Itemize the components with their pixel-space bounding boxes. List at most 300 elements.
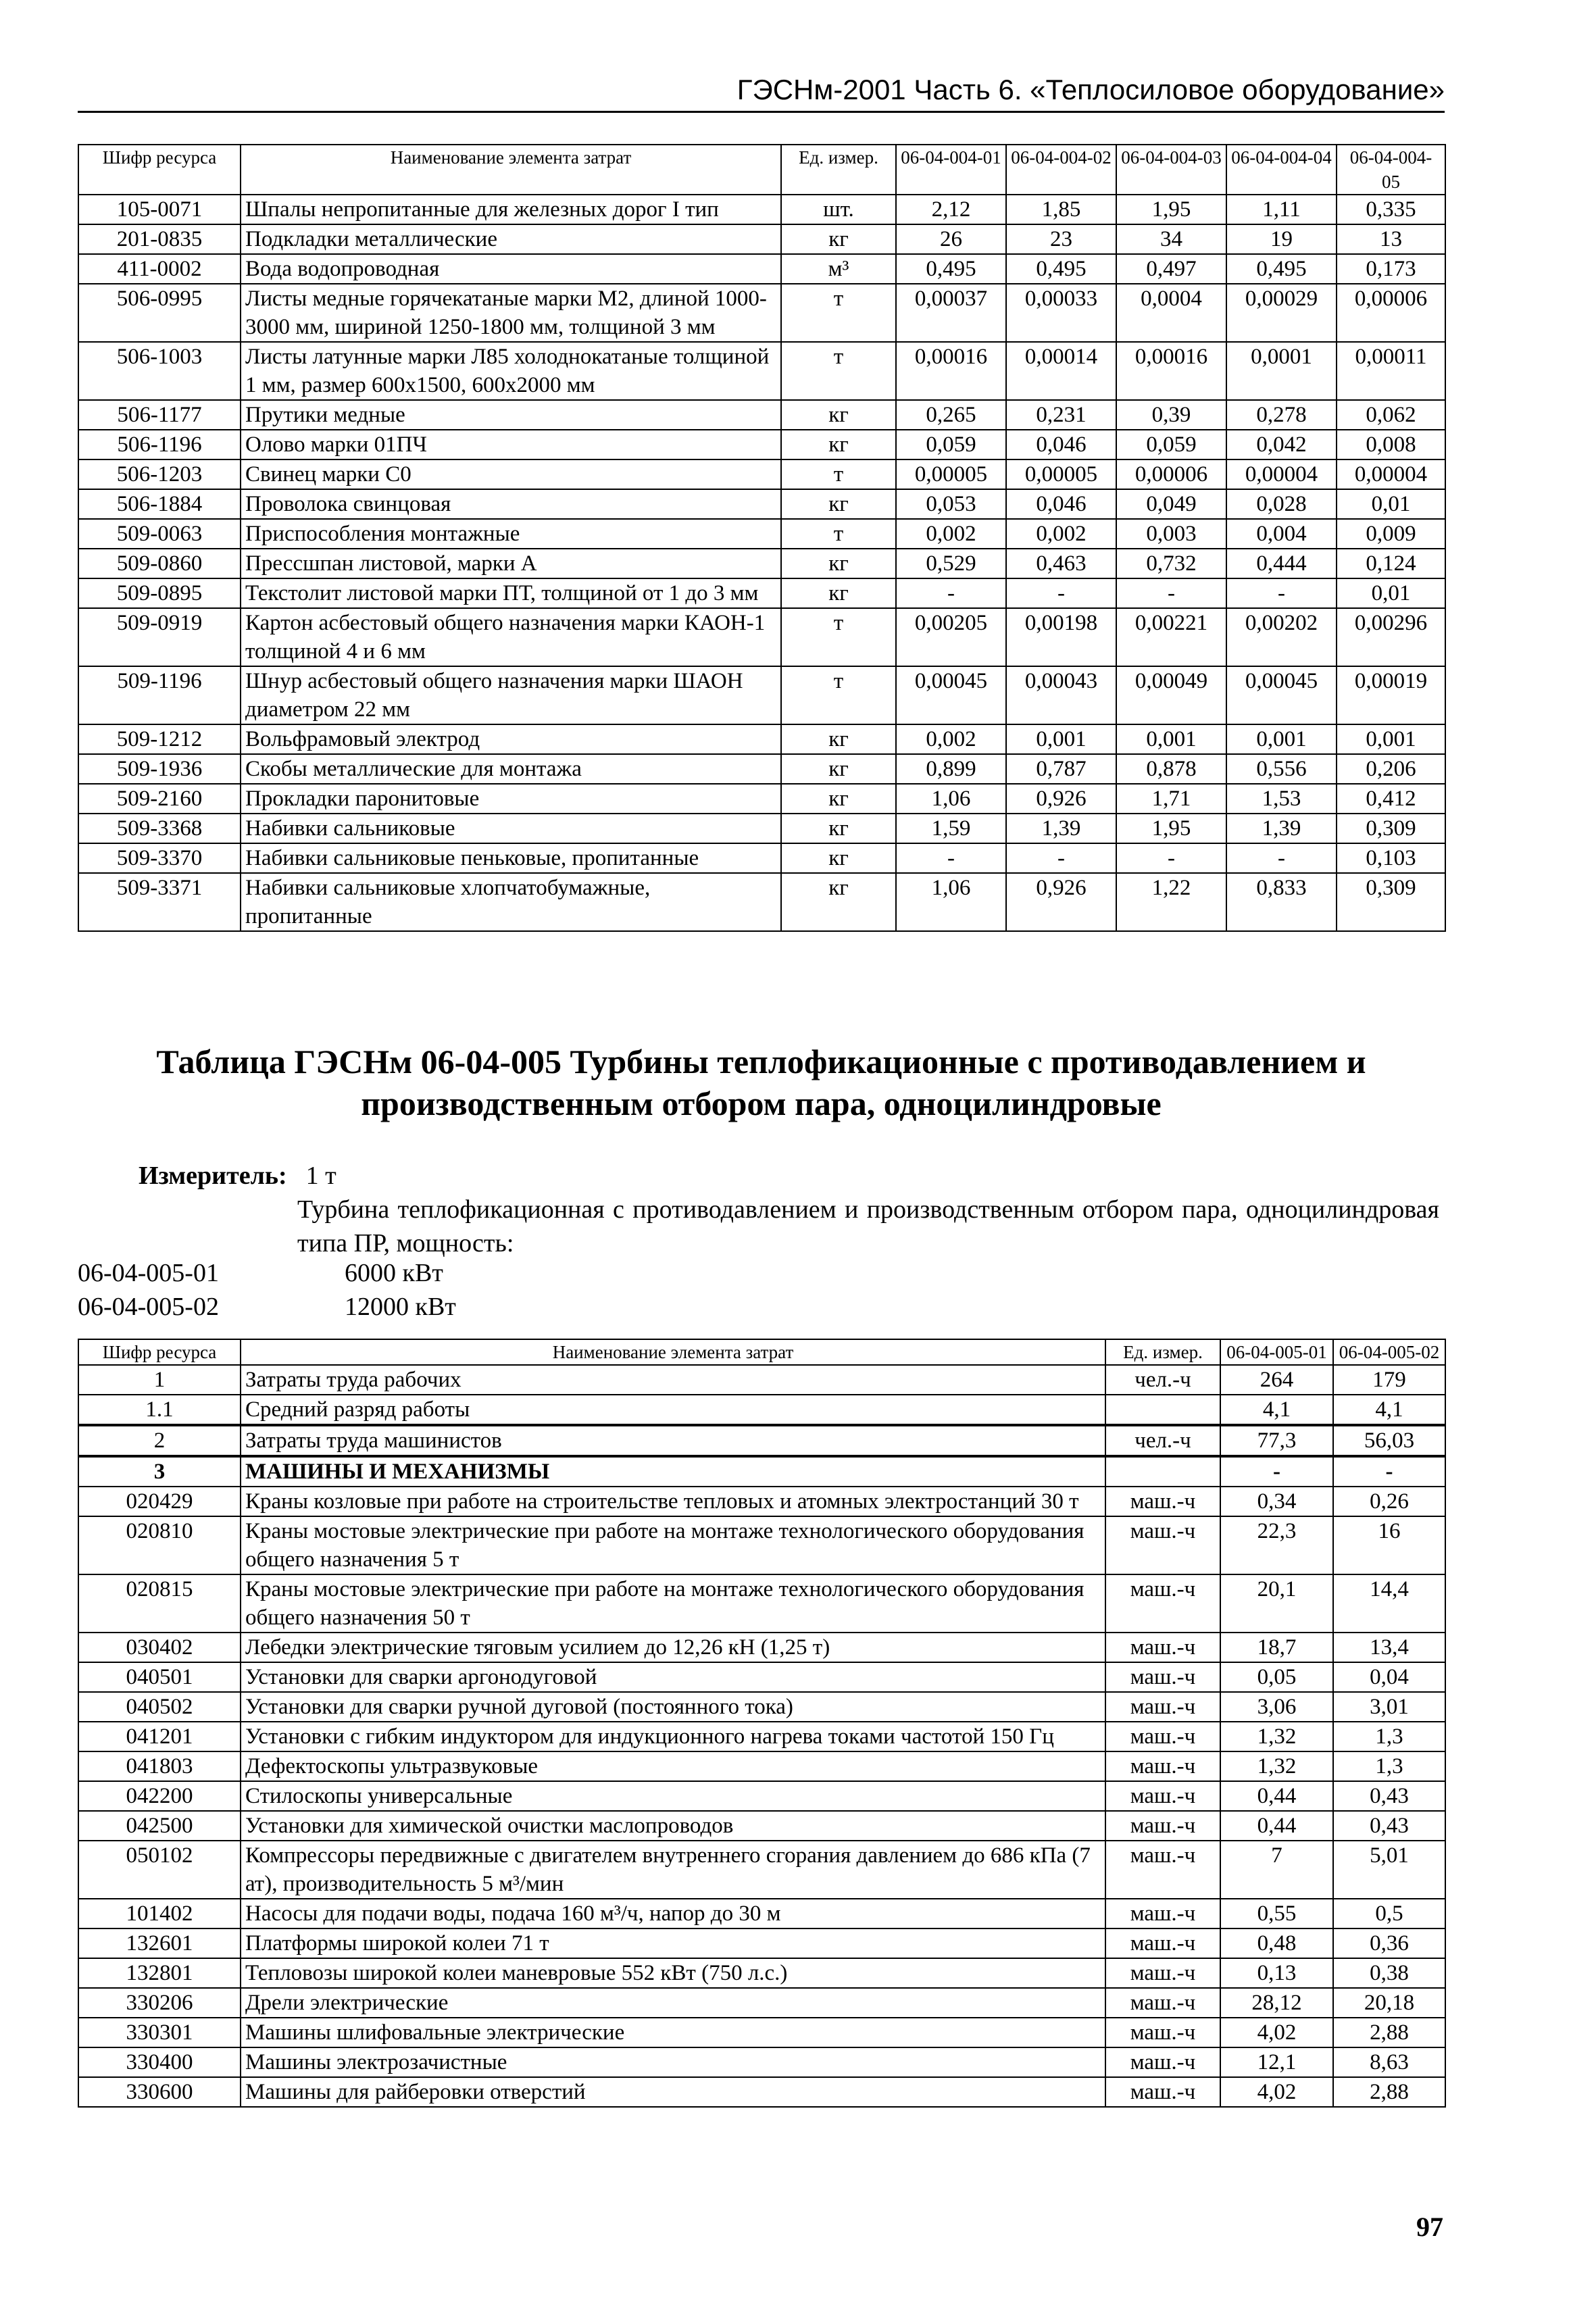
table-cell: 0,001	[1116, 724, 1226, 754]
table-cell: 0,00019	[1337, 666, 1445, 724]
table-cell: 0,059	[896, 430, 1006, 459]
measure-line	[139, 1161, 336, 1191]
table-cell: маш.-ч	[1105, 1811, 1220, 1841]
table-cell: 14,4	[1333, 1574, 1445, 1633]
table-cell: 26	[896, 224, 1006, 254]
table-row	[78, 1899, 1445, 1928]
table-cell: чел.-ч	[1105, 1365, 1220, 1395]
table-row	[78, 1574, 1445, 1633]
table-cell: -	[896, 843, 1006, 873]
table-cell: -	[1116, 843, 1226, 873]
table-cell: т	[781, 666, 896, 724]
table-cell: 0,001	[1337, 724, 1445, 754]
header-cell: 06-04-004-01	[896, 145, 1006, 195]
table-cell: кг	[781, 578, 896, 608]
table-cell: 13,4	[1333, 1633, 1445, 1662]
table-cell: 132601	[78, 1928, 241, 1958]
table-header-row	[78, 1339, 1445, 1365]
table-row	[78, 459, 1445, 489]
table-cell: 0,0004	[1116, 284, 1226, 342]
header-cell: Ед. измер.	[781, 145, 896, 195]
table-row	[78, 1781, 1445, 1811]
table-cell: 330301	[78, 2018, 241, 2047]
table-cell: 0,5	[1333, 1899, 1445, 1928]
table-cell: кг	[781, 724, 896, 754]
table-cell: 105-0071	[78, 195, 241, 224]
table-cell: 0,01	[1337, 578, 1445, 608]
table-cell: 16	[1333, 1516, 1445, 1574]
table-cell: Стилоскопы универсальные	[241, 1781, 1105, 1811]
table-row	[78, 1958, 1445, 1988]
table-cell: 0,028	[1226, 489, 1337, 519]
table-row	[78, 2047, 1445, 2077]
table-cell: 3	[78, 1456, 241, 1487]
table-cell: Установки для сварки аргонодуговой	[241, 1662, 1105, 1692]
table-cell: 0,001	[1006, 724, 1116, 754]
table-cell: -	[1226, 578, 1337, 608]
table-cell: 509-2160	[78, 784, 241, 814]
section-title: Таблица ГЭСНм 06-04-005 Турбины теплофикационные с противодавлением и производственным отбором пара, одноцилиндровые	[156, 1043, 1366, 1122]
resources-table-06-04-005	[78, 1339, 1446, 2108]
table-row	[78, 1662, 1445, 1692]
table-cell: МАШИНЫ И МЕХАНИЗМЫ	[241, 1456, 1105, 1487]
table-cell: 1,32	[1220, 1722, 1333, 1751]
header-cell: Наименование элемента затрат	[241, 1339, 1105, 1365]
table-cell: 1,39	[1226, 814, 1337, 843]
table-cell: 0,36	[1333, 1928, 1445, 1958]
table-cell: т	[781, 519, 896, 549]
table-cell: Приспособления монтажные	[241, 519, 781, 549]
table-cell: 0,13	[1220, 1958, 1333, 1988]
table-cell: -	[1116, 578, 1226, 608]
measure-label: Измеритель:	[139, 1162, 287, 1190]
table-cell: Прессшпан листовой, марки А	[241, 549, 781, 578]
table-cell: 0,00014	[1006, 342, 1116, 400]
table-cell: 7	[1220, 1841, 1333, 1899]
table-cell: 1.1	[78, 1395, 241, 1425]
table-cell: 330400	[78, 2047, 241, 2077]
table-row	[78, 519, 1445, 549]
table-cell: Шпалы непропитанные для железных дорог I тип	[241, 195, 781, 224]
table-cell: 0,00004	[1337, 459, 1445, 489]
header-cell: Шифр ресурса	[78, 1339, 241, 1365]
table-cell: маш.-ч	[1105, 1662, 1220, 1692]
table-cell: 19	[1226, 224, 1337, 254]
table-cell: т	[781, 459, 896, 489]
table-cell: 042200	[78, 1781, 241, 1811]
header-cell: Ед. измер.	[1105, 1339, 1220, 1365]
table-cell: 4,1	[1220, 1395, 1333, 1425]
table-cell: 20,18	[1333, 1988, 1445, 2018]
table-cell: Картон асбестовый общего назначения марки КАОН-1 толщиной 4 и 6 мм	[241, 608, 781, 666]
table-cell: маш.-ч	[1105, 1692, 1220, 1722]
table-row	[78, 549, 1445, 578]
table-cell: Листы медные горячекатаные марки М2, длиной 1000-3000 мм, шириной 1250-1800 мм, толщиной 3 мм	[241, 284, 781, 342]
table-cell: 34	[1116, 224, 1226, 254]
table-cell: 0,43	[1333, 1781, 1445, 1811]
table-cell: 1,85	[1006, 195, 1116, 224]
table-row	[78, 1988, 1445, 2018]
table-cell: маш.-ч	[1105, 1487, 1220, 1516]
table-cell: 0,00016	[1116, 342, 1226, 400]
table-header-row	[78, 145, 1445, 195]
table-row	[78, 666, 1445, 724]
table-cell: 0,0001	[1226, 342, 1337, 400]
table-cell: 0,231	[1006, 400, 1116, 430]
table-cell: 0,00011	[1337, 342, 1445, 400]
table-cell: 509-0919	[78, 608, 241, 666]
table-cell: 8,63	[1333, 2047, 1445, 2077]
table-cell: 0,495	[896, 254, 1006, 284]
table-cell: 506-0995	[78, 284, 241, 342]
table-cell: 1,59	[896, 814, 1006, 843]
table-cell: маш.-ч	[1105, 1958, 1220, 1988]
table-cell: Установки с гибким индуктором для индукционного нагрева токами частотой 150 Гц	[241, 1722, 1105, 1751]
table-cell: 0,042	[1226, 430, 1337, 459]
table-cell: 0,497	[1116, 254, 1226, 284]
table-cell: 0,009	[1337, 519, 1445, 549]
table-cell: 2,88	[1333, 2077, 1445, 2107]
table-cell: Скобы металлические для монтажа	[241, 754, 781, 784]
table-cell: 509-1196	[78, 666, 241, 724]
table-cell: 509-0860	[78, 549, 241, 578]
table-cell: 0,00006	[1337, 284, 1445, 342]
table-cell: Насосы для подачи воды, подача 160 м³/ч, напор до 30 м	[241, 1899, 1105, 1928]
table-cell: 0,00296	[1337, 608, 1445, 666]
table-cell: 509-1936	[78, 754, 241, 784]
table-cell: 042500	[78, 1811, 241, 1841]
header-cell: 06-04-005-02	[1333, 1339, 1445, 1365]
table-cell: Платформы широкой колеи 71 т	[241, 1928, 1105, 1958]
table-cell: 0,00198	[1006, 608, 1116, 666]
table-row	[78, 284, 1445, 342]
header-cell: 06-04-004-05	[1337, 145, 1445, 195]
table-cell: 0,173	[1337, 254, 1445, 284]
table-cell: 0,00005	[1006, 459, 1116, 489]
table-cell: кг	[781, 224, 896, 254]
table-row	[78, 784, 1445, 814]
table-cell: 0,00202	[1226, 608, 1337, 666]
table-cell: 506-1203	[78, 459, 241, 489]
table-cell: 0,002	[896, 519, 1006, 549]
table-cell: 1,53	[1226, 784, 1337, 814]
table-cell: 3,06	[1220, 1692, 1333, 1722]
table-cell: кг	[781, 843, 896, 873]
table-cell: маш.-ч	[1105, 1751, 1220, 1781]
table-cell: 0,878	[1116, 754, 1226, 784]
table-cell: 1,3	[1333, 1722, 1445, 1751]
table-cell: Текстолит листовой марки ПТ, толщиной от 1 до 3 мм	[241, 578, 781, 608]
table-cell: 020810	[78, 1516, 241, 1574]
table-cell: -	[896, 578, 1006, 608]
table-cell: 4,1	[1333, 1395, 1445, 1425]
code-1: 06-04-005-01	[78, 1259, 219, 1287]
table-cell: 0,05	[1220, 1662, 1333, 1692]
header-cell: 06-04-004-04	[1226, 145, 1337, 195]
table-row	[78, 1456, 1445, 1487]
table-cell: Установки для сварки ручной дуговой (постоянного тока)	[241, 1692, 1105, 1722]
table-cell: 0,265	[896, 400, 1006, 430]
table-cell: кг	[781, 784, 896, 814]
table-cell: маш.-ч	[1105, 1516, 1220, 1574]
table-cell: 23	[1006, 224, 1116, 254]
table-cell: 0,046	[1006, 430, 1116, 459]
table-cell: Шнур асбестовый общего назначения марки ШАОН диаметром 22 мм	[241, 666, 781, 724]
table-cell: Олово марки 01ПЧ	[241, 430, 781, 459]
table-cell: маш.-ч	[1105, 1781, 1220, 1811]
table-cell: 0,04	[1333, 1662, 1445, 1692]
table-cell: 0,926	[1006, 873, 1116, 931]
table-cell: 0,39	[1116, 400, 1226, 430]
table-cell: 3,01	[1333, 1692, 1445, 1722]
code-2: 06-04-005-02	[78, 1293, 219, 1321]
table-cell: Краны мостовые электрические при работе на монтаже технологического оборудования общего назначения 5 т	[241, 1516, 1105, 1574]
table-row	[78, 1365, 1445, 1395]
table-cell: маш.-ч	[1105, 1722, 1220, 1751]
table-cell: 506-1177	[78, 400, 241, 430]
table-row	[78, 224, 1445, 254]
table-row	[78, 342, 1445, 400]
table-cell: Листы латунные марки Л85 холоднокатаные толщиной 1 мм, размер 600х1500, 600х2000 мм	[241, 342, 781, 400]
table-cell: маш.-ч	[1105, 2077, 1220, 2107]
table-cell	[1105, 1395, 1220, 1425]
table-row	[78, 1692, 1445, 1722]
table-cell: 0,309	[1337, 814, 1445, 843]
table-cell: 18,7	[1220, 1633, 1333, 1662]
header-cell: 06-04-005-01	[1220, 1339, 1333, 1365]
table-cell: 1,32	[1220, 1751, 1333, 1781]
description: Турбина теплофикационная с противодавлением и производственным отбором пара, одноцилиндровая типа ПР, мощность:	[297, 1195, 1439, 1258]
table-cell: 506-1884	[78, 489, 241, 519]
table-cell: 101402	[78, 1899, 241, 1928]
table-cell: 179	[1333, 1365, 1445, 1395]
table-cell: 0,001	[1226, 724, 1337, 754]
table-cell: 0,124	[1337, 549, 1445, 578]
table-cell: 264	[1220, 1365, 1333, 1395]
table-cell: Тепловозы широкой колеи маневровые 552 кВт (750 л.с.)	[241, 1958, 1105, 1988]
code-1-value: 6000 кВт	[345, 1259, 443, 1287]
table-cell: 1,95	[1116, 195, 1226, 224]
table-cell: 0,003	[1116, 519, 1226, 549]
table-cell: 0,463	[1006, 549, 1116, 578]
table-cell: Установки для химической очистки маслопроводов	[241, 1811, 1105, 1841]
table-cell: 0,833	[1226, 873, 1337, 931]
table-cell: 0,00045	[1226, 666, 1337, 724]
table-row	[78, 873, 1445, 931]
table-row	[78, 2018, 1445, 2047]
table-cell: т	[781, 342, 896, 400]
table-cell: 0,55	[1220, 1899, 1333, 1928]
table-cell: 1,06	[896, 873, 1006, 931]
table-row	[78, 430, 1445, 459]
table-cell: 4,02	[1220, 2018, 1333, 2047]
table-cell: 0,495	[1226, 254, 1337, 284]
table-cell: 506-1196	[78, 430, 241, 459]
table-cell: 0,926	[1006, 784, 1116, 814]
table-row	[78, 195, 1445, 224]
table-cell: 1,71	[1116, 784, 1226, 814]
table-cell: кг	[781, 754, 896, 784]
table-cell: 1,22	[1116, 873, 1226, 931]
table-cell: 0,26	[1333, 1487, 1445, 1516]
table-cell: 0,00004	[1226, 459, 1337, 489]
table-cell: кг	[781, 489, 896, 519]
resources-table-06-04-004	[78, 144, 1446, 932]
table-cell: 0,00029	[1226, 284, 1337, 342]
table-row	[78, 843, 1445, 873]
table-cell: -	[1006, 578, 1116, 608]
running-header: ГЭСНм-2001 Часть 6. «Теплосиловое оборудование»	[78, 76, 1445, 113]
table-row	[78, 1425, 1445, 1456]
table-cell: 020429	[78, 1487, 241, 1516]
table-cell: 0,103	[1337, 843, 1445, 873]
table-cell: Машины электрозачистные	[241, 2047, 1105, 2077]
table-cell: Краны козловые при работе на строительстве тепловых и атомных электростанций 30 т	[241, 1487, 1105, 1516]
table-cell: Набивки сальниковые	[241, 814, 781, 843]
table-cell: Лебедки электрические тяговым усилием до 12,26 кН (1,25 т)	[241, 1633, 1105, 1662]
table-row	[78, 814, 1445, 843]
table-cell: 0,48	[1220, 1928, 1333, 1958]
table-cell: 0,053	[896, 489, 1006, 519]
table-row	[78, 1928, 1445, 1958]
table-cell: т	[781, 284, 896, 342]
table-cell: 1,06	[896, 784, 1006, 814]
table-row	[78, 1722, 1445, 1751]
table-cell: 0,01	[1337, 489, 1445, 519]
table-cell: т	[781, 608, 896, 666]
table-cell: м³	[781, 254, 896, 284]
table-cell: 040502	[78, 1692, 241, 1722]
table-cell: 0,00033	[1006, 284, 1116, 342]
table-row	[78, 1487, 1445, 1516]
table-cell: 0,44	[1220, 1811, 1333, 1841]
table-cell: маш.-ч	[1105, 1841, 1220, 1899]
table-cell: 201-0835	[78, 224, 241, 254]
table-cell: Свинец марки С0	[241, 459, 781, 489]
measure-value: 1 т	[305, 1162, 336, 1190]
table-cell: 0,206	[1337, 754, 1445, 784]
table-cell: 77,3	[1220, 1425, 1333, 1456]
table-cell: -	[1333, 1456, 1445, 1487]
table-cell: 509-1212	[78, 724, 241, 754]
table-cell: 0,278	[1226, 400, 1337, 430]
table-cell: 0,002	[896, 724, 1006, 754]
table-cell: 1,39	[1006, 814, 1116, 843]
header-cell: Шифр ресурса	[78, 145, 241, 195]
table-cell: 22,3	[1220, 1516, 1333, 1574]
table-row	[78, 724, 1445, 754]
table-cell: Подкладки металлические	[241, 224, 781, 254]
table-cell: Прутики медные	[241, 400, 781, 430]
table-cell: 0,00006	[1116, 459, 1226, 489]
table-cell: 509-3368	[78, 814, 241, 843]
table-cell: 1	[78, 1365, 241, 1395]
table-cell: -	[1006, 843, 1116, 873]
table-cell: 0,059	[1116, 430, 1226, 459]
table-cell: 509-3370	[78, 843, 241, 873]
table-cell: 1,95	[1116, 814, 1226, 843]
table-cell: 509-3371	[78, 873, 241, 931]
table-cell: 0,00221	[1116, 608, 1226, 666]
table-cell: -	[1226, 843, 1337, 873]
table-cell: Вольфрамовый электрод	[241, 724, 781, 754]
table-cell: 132801	[78, 1958, 241, 1988]
table-cell: маш.-ч	[1105, 1928, 1220, 1958]
table-cell: 330206	[78, 1988, 241, 2018]
table-cell: 4,02	[1220, 2077, 1333, 2107]
table-cell: Прокладки паронитовые	[241, 784, 781, 814]
table-cell: 1,11	[1226, 195, 1337, 224]
code-2-value: 12000 кВт	[345, 1293, 456, 1321]
table-cell: шт.	[781, 195, 896, 224]
table-cell: 28,12	[1220, 1988, 1333, 2018]
table-cell: 0,495	[1006, 254, 1116, 284]
table-row	[78, 1841, 1445, 1899]
table-cell: 13	[1337, 224, 1445, 254]
table-cell: Набивки сальниковые хлопчатобумажные, пропитанные	[241, 873, 781, 931]
table-row	[78, 754, 1445, 784]
table-cell: кг	[781, 549, 896, 578]
table-cell: 411-0002	[78, 254, 241, 284]
table-cell: 050102	[78, 1841, 241, 1899]
table-cell: 0,002	[1006, 519, 1116, 549]
table-row	[78, 578, 1445, 608]
table-cell: маш.-ч	[1105, 1633, 1220, 1662]
header-cell: 06-04-004-03	[1116, 145, 1226, 195]
table-row	[78, 1516, 1445, 1574]
table-cell: 12,1	[1220, 2047, 1333, 2077]
table-cell: -	[1220, 1456, 1333, 1487]
table-cell: маш.-ч	[1105, 2047, 1220, 2077]
table-cell: 2	[78, 1425, 241, 1456]
table-cell: 0,444	[1226, 549, 1337, 578]
table-cell: Проволока свинцовая	[241, 489, 781, 519]
table-cell: 506-1003	[78, 342, 241, 400]
table-cell: 041201	[78, 1722, 241, 1751]
table-cell: 0,00037	[896, 284, 1006, 342]
table-cell: 0,43	[1333, 1811, 1445, 1841]
table-cell: 040501	[78, 1662, 241, 1692]
header-cell: Наименование элемента затрат	[241, 145, 781, 195]
table-cell: 0,00049	[1116, 666, 1226, 724]
table-cell: кг	[781, 873, 896, 931]
table-row	[78, 254, 1445, 284]
table-cell: 0,732	[1116, 549, 1226, 578]
table-cell: 330600	[78, 2077, 241, 2107]
table-cell: Вода водопроводная	[241, 254, 781, 284]
table-cell: 0,00045	[896, 666, 1006, 724]
table-row	[78, 1751, 1445, 1781]
table-cell: 0,062	[1337, 400, 1445, 430]
table-cell: 030402	[78, 1633, 241, 1662]
table-cell: 0,529	[896, 549, 1006, 578]
table-cell: 56,03	[1333, 1425, 1445, 1456]
table-cell: кг	[781, 430, 896, 459]
table-cell	[1105, 1456, 1220, 1487]
table-row	[78, 1395, 1445, 1425]
table-cell: 0,00005	[896, 459, 1006, 489]
table-cell: 0,787	[1006, 754, 1116, 784]
table-cell: 0,046	[1006, 489, 1116, 519]
table-cell: 0,412	[1337, 784, 1445, 814]
table-cell: 2,12	[896, 195, 1006, 224]
table-cell: 0,00043	[1006, 666, 1116, 724]
table-cell: 0,556	[1226, 754, 1337, 784]
header-cell: 06-04-004-02	[1006, 145, 1116, 195]
table-cell: 041803	[78, 1751, 241, 1781]
table-cell: 0,008	[1337, 430, 1445, 459]
table-cell: 5,01	[1333, 1841, 1445, 1899]
